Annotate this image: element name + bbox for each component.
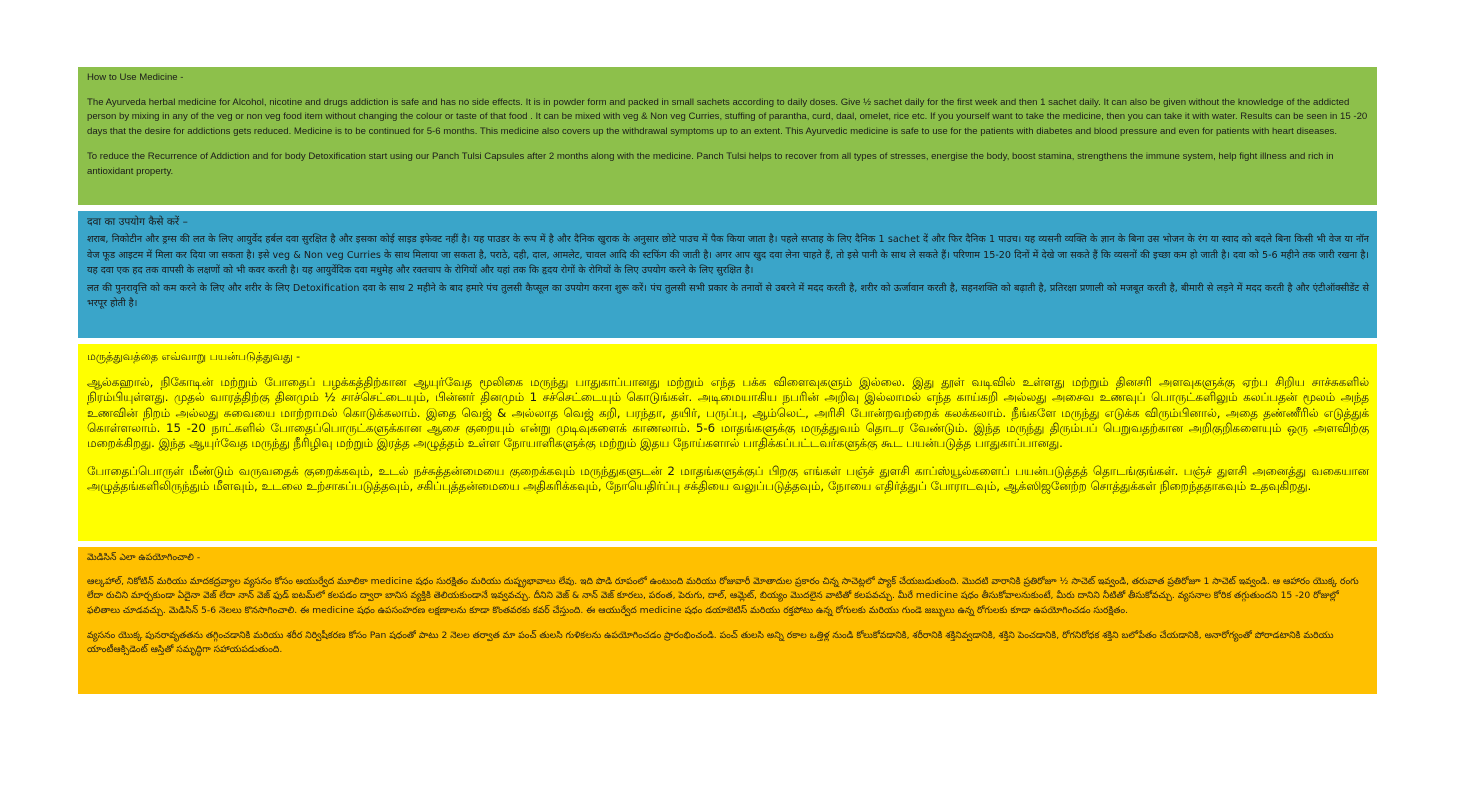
hindi-detox-paragraph: लत की पुनरावृत्ति को कम करने के लिए और शरीर के लिए Detoxification दवा के साथ 2 महीने के बाद हमारे पंच तुलसी कैप्सूल का उपयोग करना शुरू करें। पंच तुलसी सभी प्रकार के तनावों से उबरने में मदद करती है, शरीर को ऊर्जावान करती है, सहनशक्ति को बढ़ाती है, प्रतिरक्षा प्रणाली को मजबूत करती है, बीमारी से लड़ने में मदद करती है और एंटीऑक्सीडेंट से भरपूर होती है। — [87, 282, 1369, 310]
telugu-title: మెడిసిన్ ఎలా ఉపయోగించాలి - — [87, 552, 201, 563]
english-section — [78, 67, 1377, 205]
tamil-detox-paragraph: போதைப்பொருள் மீண்டும் வருவதைக் குறைக்கவும், உடல் நச்சுத்தன்மையை குறைக்கவும் மருந்துகளுடன் 2 மாதங்களுக்குப் பிறகு எங்கள் பஞ்ச் துளசி காப்ஸ்யூல்களைப் பயன்படுத்தத் தொடங்குங்கள். பஞ்ச் துளசி அனைத்து வகையான அழுத்தங்களிலிருந்தும் மீளவும், உடலை உற்சாகப்படுத்தவும், சகிப்புத்தன்மையை அதிகரிக்கவும், நோயெதிர்ப்பு சக்தியை வலுப்படுத்தவும், நோயை எதிர்த்துப் போராடவும், ஆக்ஸிஜனேற்ற சொத்துக்கள் நிறைந்ததாகவும் உதவுகிறது. — [87, 464, 1369, 494]
english-usage-paragraph: The Ayurveda herbal medicine for Alcohol, nicotine and drugs addiction is safe and has no side effects. It is in powder form and packed in small sachets according to daily doses. Give ½ sachet daily for the first week and then 1 sachet daily. It can also be given without the knowledge of the addicted person by mixing in any of the veg or non veg food item without changing the colour or taste of that food . It can be mixed with veg & Non veg Curries, stuffing of parantha, curd, daal, omelet, rice etc. If you yourself want to take the medicine, then you can take it with water. Results can be seen in 15 -20 days that the desire for addictions gets reduced. Medicine is to be continued for 5-6 months. This medicine also covers up the withdrawal symptoms up to an extent. This Ayurvedic medicine is safe to use for the patients with diabetes and blood pressure and even for patients with heart diseases. — [87, 96, 1368, 137]
english-title: How to Use Medicine - — [87, 72, 184, 83]
hindi-title: दवा का उपयोग कैसे करें – — [87, 216, 188, 228]
hindi-usage-paragraph: शराब, निकोटीन और ड्रग्स की लत के लिए आयुर्वेद हर्बल दवा सुरक्षित है और इसका कोई साइड इफेक्ट नहीं है। यह पाउडर के रूप में है और दैनिक खुराक के अनुसार छोटे पाउच में पैक किया जाता है। पहले सप्ताह के लिए दैनिक 1 sachet दें और फिर दैनिक 1 पाउच। यह व्यसनी व्यक्ति के ज्ञान के बिना उस भोजन के रंग या स्वाद को बदले बिना किसी भी वेज या नॉन वेज फूड आइटम में मिला कर दिया जा सकता है। इसे veg & Non veg Curries के साथ मिलाया जा सकता है, पराठे, दही, दाल, आमलेट, चावल आदि की स्टफिंग की जाती है। अगर आप खुद दवा लेना चाहते हैं, तो इसे पानी के साथ ले सकते हैं। परिणाम 15-20 दिनों में देखे जा सकते हैं कि व्यसनों की इच्छा कम हो जाती है। दवा को 5-6 महीने तक जारी रखना है। यह दवा एक हद तक वापसी के लक्षणों को भी कवर करती है। यह आयुर्वेदिक दवा मधुमेह और रक्तचाप के रोगियों और यहां तक कि हृदय रोगों के रोगियों के लिए उपयोग करने के लिए सुरक्षित है। — [87, 234, 1369, 277]
telugu-section — [78, 547, 1377, 694]
tamil-section — [78, 344, 1377, 541]
tamil-usage-paragraph: ஆல்கஹால், நிகோடின் மற்றும் போதைப் பழக்கத்திற்கான ஆயுர்வேத மூலிகை மருந்து பாதுகாப்பானது மற்றும் எந்த பக்க விளைவுகளும் இல்லை. இது தூள் வடிவில் உள்ளது மற்றும் தினசரி அளவுகளுக்கு ஏற்ப சிறிய சாச்சுகளில் நிரம்பியுள்ளது. முதல் வாரத்திற்கு தினமும் ½ சாச்செட்டையும், பின்னர் தினமும் 1 சச்செட்டையும் கொடுங்கள். அடிமையாகிய நபரின் அறிவு இல்லாமல் எந்த காய்கறி அல்லது அசைவ உணவுப் பொருட்களிலும் கலப்பதன் மூலம் அந்த உணவின் நிறம் அல்லது சுவையை மாற்றாமல் கொடுக்கலாம். இதை வெஜ் & அல்லாத வெஜ் கறி, பரந்தா, தயிர், பருப்பு, ஆம்லெட், அரிசி போன்றவற்றைக் கலக்கலாம். நீங்களே மருந்து எடுக்க விரும்பினால், அதை தண்ணீரில் எடுத்துக் கொள்ளலாம். 15 -20 நாட்களில் போதைப்பொருட்களுக்கான ஆசை குறையும் என்று முடிவுகளைக் காணலாம். 5-6 மாதங்களுக்கு மருத்துவம் தொடர வேண்டும். இந்த மருந்து திரும்பப் பெறுவதற்கான அறிகுறிகளையும் ஒரு அளவிற்கு மறைக்கிறது. இந்த ஆயுர்வேத மருந்து நீரிழிவு மற்றும் இரத்த அழுத்தம் உள்ள நோயாளிகளுக்கு மற்றும் இதய நோய்களால் பாதிக்கப்பட்டவர்களுக்கு கூட பயன்படுத்த பாதுகாப்பானது. — [87, 375, 1369, 451]
telugu-detox-paragraph: వ్యసనం యొక్క పునరావృతతను తగ్గించడానికి మరియు శరీర నిర్విషీకరణ కోసం Pan షధంతో పాటు 2 నెలల తర్వాత మా పంచ్ తులసి గుళికలను ఉపయోగించడం ప్రారంభించండి. పంచ్ తులసి అన్ని రకాల ఒత్తిళ్ల నుండి కోలుకోవడానికి, శరీరానికి శక్తినివ్వడానికి, శక్తిని పెంచడానికి, రోగనిరోధక శక్తిని బలోపేతం చేయడానికి, అనారోగ్యంతో పోరాడటానికి మరియు యాంటీఆక్సిడెంట్ ఆస్తితో సమృద్ధిగా సహాయపడుతుంది. — [87, 629, 1334, 656]
document — [78, 67, 1377, 694]
english-detox-paragraph: To reduce the Recurrence of Addiction and for body Detoxification start using our Panch Tulsi Capsules after 2 months along with the medicine. Panch Tulsi helps to recover from all types of stresses, energise the body, boost stamina, strengthens the immune system, help fight illness and rich in antioxidant property. — [87, 151, 1334, 177]
hindi-section — [78, 211, 1377, 338]
tamil-title: மருத்துவத்தை எவ்வாறு பயன்படுத்துவது - — [87, 350, 301, 363]
telugu-usage-paragraph: ఆల్కహాల్, నికోటిన్ మరియు మాదకద్రవ్యాల వ్యసనం కోసం ఆయుర్వేద మూలికా medicine షధం సురక్షితం మరియు దుష్ప్రభావాలు లేవు. ఇది పొడి రూపంలో ఉంటుంది మరియు రోజువారీ మోతాదుల ప్రకారం చిన్న సాచెట్లలో ప్యాక్ చేయబడుతుంది. మొదటి వారానికి ప్రతిరోజూ ½ సాచెట్ ఇవ్వండి, తరువాత ప్రతిరోజూ 1 సాచెట్ ఇవ్వండి. ఆ ఆహారం యొక్క రంగు లేదా రుచిని మార్చకుండా ఏదైనా వెజ్ లేదా నాన్ వెజ్ ఫుడ్ ఐటమ్‌లో కలపడం ద్వారా బానిస వ్యక్తికి తెలియకుండానే ఇవ్వవచ్చు. దీనిని వెజ్ & నాన్ వెజ్ కూరలు, పరంత, పెరుగు, దాల్, ఆమ్లెట్, బియ్యం మొదలైన వాటితో కలపవచ్చు. మీరే medicine షధం తీసుకోవాలనుకుంటే, మీరు దానిని నీటితో తీసుకోవచ్చు. వ్యసనాల కోరిక తగ్గుతుందని 15 -20 రోజుల్లో ఫలితాలు చూడవచ్చు. మెడిసిన్ 5-6 నెలలు కొనసాగించాలి. ఈ medicine షధం ఉపసంహరణ లక్షణాలను కూడా కొంతవరకు కవర్ చేస్తుంది. ఈ ఆయుర్వేద medicine షధం డయాబెటిస్ మరియు రక్తపోటు ఉన్న రోగులకు మరియు గుండె జబ్బులు ఉన్న రోగులకు కూడా ఉపయోగించడం సురక్షితం. — [87, 576, 1359, 616]
